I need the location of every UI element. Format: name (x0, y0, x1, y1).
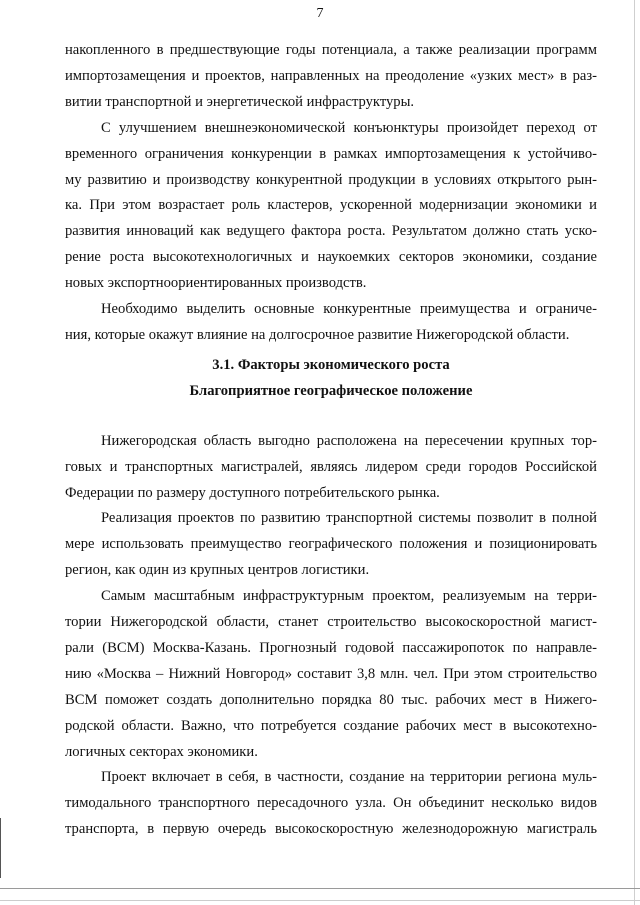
text-line: витии транспортной и энергетической инфраструктуры. (65, 93, 415, 110)
text-line: временного ограничения конкуренции в рамках импортозамещения к устойчиво- (65, 145, 597, 162)
subsection-heading: Благоприятное географическое положение (189, 382, 473, 399)
text-line: тимодального транспортного пересадочного узла. Он объединит несколько видов (65, 795, 597, 812)
text-line: тории Нижегородской области, станет строительство высокоскоростной магист- (65, 614, 597, 631)
paragraph-foreign-economic-conditions (65, 116, 597, 297)
paragraph-continuation (65, 38, 597, 116)
paragraph-high-speed-rail (65, 584, 597, 765)
paragraph-multimodal-hub (65, 765, 597, 843)
text-line: С улучшением внешнеэкономической конъюнктуры произойдет переход от (101, 119, 597, 136)
text-line: Реализация проектов по развитию транспортной системы позволит в полной (101, 510, 597, 527)
text-line: Федерации по размеру доступного потребительского рынка. (65, 484, 440, 501)
text-line: регион, как один из крупных центров логистики. (65, 562, 370, 579)
text-line: новых экспортноориентированных производств. (65, 275, 367, 292)
spacer (65, 405, 597, 429)
text-line: ния, которые окажут влияние на долгосрочное развитие Нижегородской области. (65, 326, 570, 343)
text-line: ка. При этом возрастает роль кластеров, ускоренной модернизации экономики и (65, 197, 597, 214)
text-line: Самым масштабным инфраструктурным проектом, реализуемым на терри- (101, 588, 597, 605)
scan-edge-line (634, 0, 635, 905)
text-line: рение роста высокотехнологичных и наукоемких секторов экономики, создание (65, 249, 597, 266)
text-line: ВСМ поможет создать дополнительно порядка 80 тыс. рабочих мест в Нижего- (65, 691, 597, 708)
page-number: 7 (316, 6, 324, 21)
text-line: мере использовать преимущество географического положения и позиционировать (65, 536, 597, 553)
text-line: говых и транспортных магистралей, являясь лидером среди городов Российской (65, 458, 597, 475)
text-line: развития инноваций как ведущего фактора роста. Результатом должно стать уско- (65, 223, 597, 240)
text-line: накопленного в предшествующие годы потенциала, а также реализации программ (65, 42, 597, 58)
text-line: родской области. Важно, что потребуется создание рабочих мест в высокотехно- (65, 717, 597, 734)
paragraph-competitive-advantages (65, 297, 597, 349)
scan-edge-line (0, 818, 1, 878)
document-body (65, 38, 597, 843)
section-heading: 3.1. Факторы экономического роста (212, 356, 450, 373)
paragraph-transport-projects (65, 506, 597, 584)
paragraph-geographic-position (65, 429, 597, 507)
text-line: Нижегородская область выгодно расположена на пересечении крупных тор- (101, 432, 597, 449)
scan-bottom-line (0, 888, 640, 889)
text-line: Проект включает в себя, в частности, создание на территории региона муль- (101, 769, 597, 786)
scan-bottom-line (0, 900, 640, 901)
text-line: Необходимо выделить основные конкурентные преимущества и ограниче- (101, 301, 597, 318)
text-line: транспорта, в первую очередь высокоскоростную железнодорожную магистраль (65, 821, 597, 838)
text-line: нию «Москва – Нижний Новгород» составит 3,8 млн. чел. При этом строительство (65, 665, 597, 682)
text-line: рали (ВСМ) Москва-Казань. Прогнозный годовой пассажиропоток по направле- (65, 639, 597, 656)
text-line: му развитию и производству конкурентной продукции в условиях открытого рын- (65, 171, 597, 188)
text-line: логичных секторах экономики. (65, 743, 258, 760)
text-line: импортозамещения и проектов, направленных на преодоление «узких мест» в раз- (65, 67, 597, 84)
